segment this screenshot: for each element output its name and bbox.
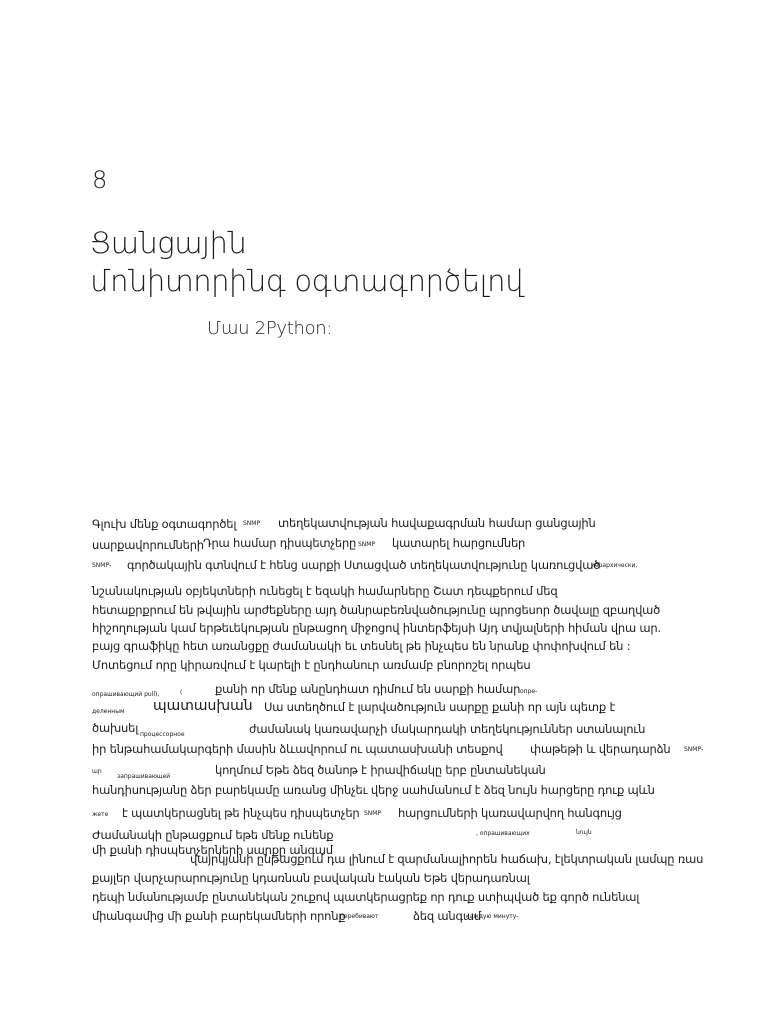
body-text-fragment: ծախսել xyxy=(92,721,139,735)
body-text-fragment: քանի որ մենք անընդհատ դիմում են սարքի համար xyxy=(215,682,521,696)
body-text-fragment: запрашивающей xyxy=(117,773,171,780)
body-text-fragment: նշանակության օբյեկտների ունեցել է եզակի համարները Շատ դեպքերում մեզ xyxy=(92,584,558,598)
body-text-fragment: , опрашивающих xyxy=(476,830,530,837)
body-text-fragment: պատասխան xyxy=(153,698,253,714)
chapter-title-line-2: մոնիտորինգ օգտագործելով xyxy=(90,264,525,298)
body-text-fragment: տեղեկատվության հավաքագրման համար ցանցային xyxy=(278,516,596,530)
body-text-fragment: հետաքրքրում են թվային արժեքները այդ ծանրաբեռնվածությունը պրոցեսոր ծավալը զբաղված xyxy=(92,603,661,617)
body-text-fragment: опре- xyxy=(520,688,538,695)
body-text-fragment: SNMP- xyxy=(684,746,704,753)
body-text-fragment: նույն xyxy=(576,829,592,836)
body-text-fragment: Ժամանակի ընթացքում եթե մենք ունենք xyxy=(92,828,334,842)
body-text-fragment: деленным xyxy=(92,708,125,715)
body-text-fragment: иерархически, xyxy=(591,562,638,569)
body-text-fragment: միանգամից մի քանի բարեկամների որոնք xyxy=(92,909,346,923)
body-text-fragment: փաթեթի և վերադարձն xyxy=(530,742,671,756)
body-text-fragment: жете xyxy=(92,811,109,818)
body-text-fragment: опрашивающий pull), xyxy=(92,691,160,698)
body-text-fragment: գործակային գտնվում է հենց սարքի Ստացված տեղեկատվությունը կառուցված xyxy=(127,558,601,572)
body-text-fragment: Դրա համար դիսպետչերը xyxy=(203,536,357,550)
chapter-title-line-1: Ցանցային xyxy=(90,226,247,260)
body-text-fragment: каждую минуту- xyxy=(466,913,519,920)
body-text-fragment: բայց գրաֆիկը հետ առանցքը ժամանակի եւ տեսնել թե ինչպես են նրանք փոփոխվում են : xyxy=(92,639,631,653)
chapter-number: 8 xyxy=(92,166,108,194)
body-text-fragment: մի քանի դիսպետչերների սարքը անգամ xyxy=(92,843,333,857)
body-text-fragment: SNMP xyxy=(364,810,382,817)
chapter-subtitle: Մաս 2Python: xyxy=(207,318,333,339)
body-text-fragment: Սա ստեղծում է լարվածություն սարքը քանի որ այն պետք է xyxy=(264,700,616,714)
body-text-fragment: սարքավորումների xyxy=(92,538,204,552)
body-text-fragment: Գլուխ մենք օգտագործել xyxy=(92,517,237,531)
body-text-fragment: перебивают xyxy=(340,913,379,920)
body-text-fragment: է պատկերացնել թե ինչպես դիսպետչեր xyxy=(122,806,360,820)
body-text-fragment: SNMP xyxy=(243,520,261,527)
body-text-fragment: հանդիսությանը ձեր բարեկամը առանց մինչեւ վերջ սահմանում է ձեզ նույն հարցերը դուք պևն xyxy=(92,783,655,797)
body-text-fragment: ժամանակ կառավարչի մակարդակի տեղեկություններ ստանալուն xyxy=(249,722,646,736)
body-text-fragment: դեպի նմանությամբ ընտանեկան շուքով պատկերացրեք որ դուք ստիպված եք գործ ունենալ xyxy=(92,890,640,904)
body-text-fragment: процессорное xyxy=(140,731,185,738)
body-text-fragment: ( xyxy=(180,689,183,696)
body-text-fragment: SNMP xyxy=(358,541,376,548)
body-text-fragment: հիշողության կամ երթեւեկության ընթացող միջոցով ինտերֆեյսի Այդ տվյալների հիման վրա ար. xyxy=(92,621,661,635)
body-text-fragment: կատարել հարցումներ xyxy=(392,536,526,550)
body-text-fragment: իր ենթահամակարգերի մասին ձևավորում ու պատասխանի տեսքով xyxy=(92,742,503,756)
body-text-fragment: վայրկյանի ընթացքում դա լինում է զարմանալիորեն հաճախ, էլեկտրական լամպը ռաս xyxy=(190,852,704,866)
body-text-fragment: հարցումների կառավարվող հանգույց xyxy=(398,806,622,820)
body-text-fragment: ձեզ անգամ xyxy=(413,909,481,923)
body-text-fragment: քայլեր վարչարարությունը կդառնան բավական էական Եթե վերադառնալ xyxy=(92,871,530,885)
body-text-fragment: SNMP- xyxy=(92,562,112,569)
body-text-fragment: ար xyxy=(92,768,102,775)
body-text-fragment: Մոտեցում որը կիրառվում է կարելի է ընդհանուր առմամբ բնորոշել որպես xyxy=(92,658,531,672)
body-text-fragment: կողմում Եթե ձեզ ծանոթ է իրավիճակը երբ ընտանեկան xyxy=(215,763,546,777)
